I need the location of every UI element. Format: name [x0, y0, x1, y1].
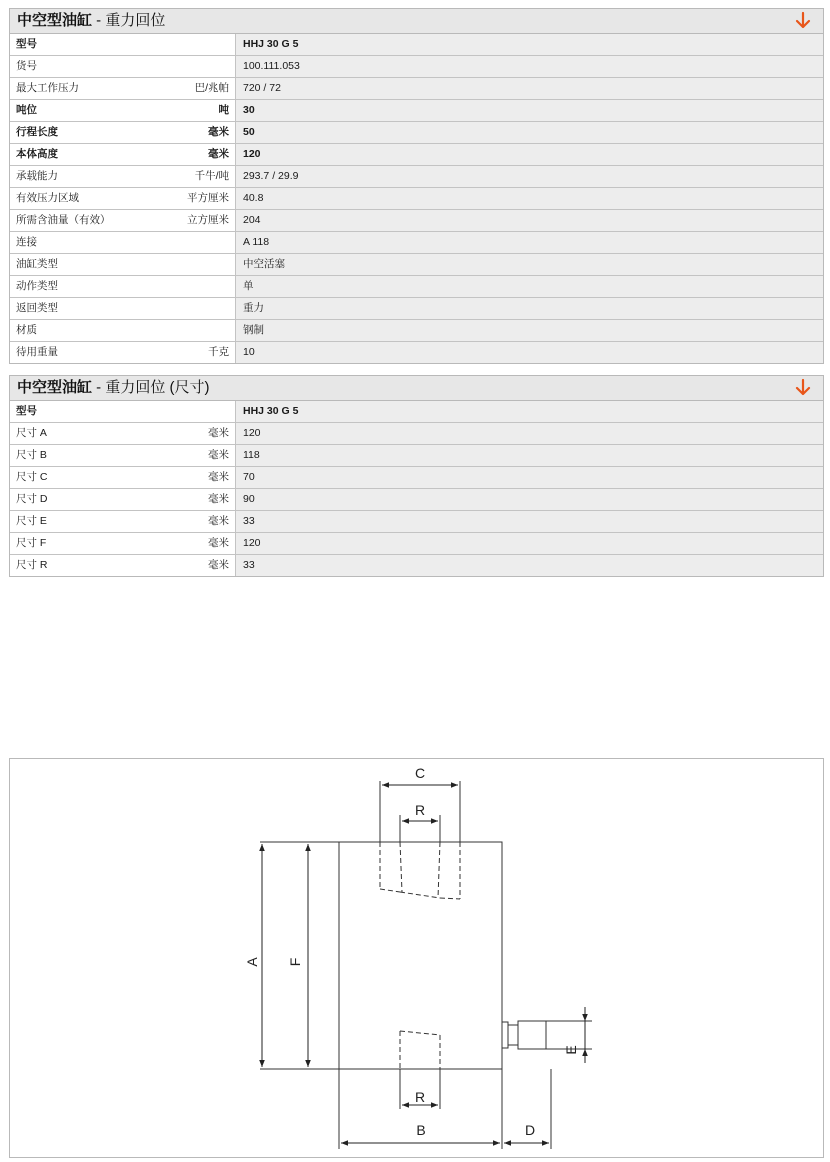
row-unit: 毫米 — [208, 537, 229, 549]
row-label: 动作类型 — [16, 280, 58, 292]
row-label-cell — [10, 298, 236, 319]
row-label: 连接 — [16, 236, 37, 248]
row-value: HHJ 30 G 5 — [236, 401, 823, 422]
row-value: 293.7 / 29.9 — [236, 166, 823, 187]
row-label-cell — [10, 34, 236, 55]
row-unit: 毫米 — [208, 148, 229, 160]
row-label-cell — [10, 445, 236, 466]
row-label: 型号 — [16, 38, 37, 50]
row-value: 33 — [236, 555, 823, 576]
table-row — [10, 188, 823, 210]
row-label-cell — [10, 401, 236, 422]
row-label: 本体高度 — [16, 148, 58, 160]
row-label: 承载能力 — [16, 170, 58, 182]
row-label: 尺寸 C — [16, 471, 48, 483]
table-body — [10, 34, 823, 363]
label-d: D — [524, 1122, 536, 1138]
row-unit: 吨 — [218, 104, 229, 116]
row-label: 吨位 — [16, 104, 37, 116]
row-unit: 千牛/吨 — [194, 170, 229, 182]
table-title — [17, 376, 210, 400]
row-unit: 立方厘米 — [187, 214, 229, 226]
row-value: 204 — [236, 210, 823, 231]
row-unit: 毫米 — [208, 559, 229, 571]
row-unit: 毫米 — [208, 493, 229, 505]
row-label-cell — [10, 489, 236, 510]
table-row — [10, 298, 823, 320]
row-value: 单 — [236, 276, 823, 297]
table-row — [10, 401, 823, 423]
label-c: C — [414, 765, 426, 781]
table-row — [10, 78, 823, 100]
row-value: 40.8 — [236, 188, 823, 209]
row-label-cell — [10, 276, 236, 297]
row-unit: 毫米 — [208, 126, 229, 138]
row-value: 100.111.053 — [236, 56, 823, 77]
spec-table-dimensions — [9, 375, 824, 577]
row-unit: 毫米 — [208, 427, 229, 439]
row-label: 所需含油量（有效） — [16, 214, 111, 226]
row-label: 有效压力区域 — [16, 192, 79, 204]
table-row — [10, 320, 823, 342]
row-value: 50 — [236, 122, 823, 143]
dimension-drawing — [9, 758, 824, 1158]
row-value: 118 — [236, 445, 823, 466]
table-row — [10, 122, 823, 144]
row-value: 720 / 72 — [236, 78, 823, 99]
row-value: 120 — [236, 423, 823, 444]
title-bold: 中空型油缸 — [17, 12, 93, 29]
row-unit: 平方厘米 — [187, 192, 229, 204]
row-label-cell — [10, 342, 236, 363]
row-value: HHJ 30 G 5 — [236, 34, 823, 55]
table-row — [10, 555, 823, 576]
label-f: F — [287, 957, 303, 967]
row-label: 返回类型 — [16, 302, 58, 314]
cylinder-drawing-svg — [10, 759, 823, 1157]
label-r-top: R — [414, 802, 426, 818]
row-label-cell — [10, 78, 236, 99]
row-label-cell — [10, 320, 236, 341]
row-value: 30 — [236, 100, 823, 121]
row-unit: 毫米 — [208, 471, 229, 483]
table-row — [10, 533, 823, 555]
bottom-bore-hidden — [400, 1031, 440, 1069]
row-label-cell — [10, 210, 236, 231]
label-e: E — [563, 1045, 579, 1055]
row-label-cell — [10, 555, 236, 576]
row-value: 钢制 — [236, 320, 823, 341]
table-title — [17, 9, 165, 33]
title-rest: - 重力回位 — [92, 12, 166, 29]
title-rest: - 重力回位 (尺寸) — [92, 379, 210, 396]
row-label-cell — [10, 467, 236, 488]
row-label: 尺寸 E — [16, 515, 47, 527]
row-label-cell — [10, 100, 236, 121]
row-unit: 巴/兆帕 — [194, 82, 229, 94]
row-value: A 118 — [236, 232, 823, 253]
table-row — [10, 100, 823, 122]
coupler-fitting — [502, 1021, 546, 1049]
spec-table-general — [9, 8, 824, 364]
row-label-cell — [10, 511, 236, 532]
row-unit: 千克 — [208, 346, 229, 358]
row-label-cell — [10, 533, 236, 554]
row-label: 油缸类型 — [16, 258, 58, 270]
down-arrow-icon[interactable] — [793, 11, 813, 31]
row-label-cell — [10, 166, 236, 187]
row-label-cell — [10, 232, 236, 253]
row-label: 尺寸 R — [16, 559, 48, 571]
label-a: A — [244, 957, 260, 967]
row-unit: 毫米 — [208, 449, 229, 461]
table-row — [10, 254, 823, 276]
down-arrow-icon[interactable] — [793, 378, 813, 398]
row-unit: 毫米 — [208, 515, 229, 527]
label-r-bottom: R — [414, 1089, 426, 1105]
row-label: 最大工作压力 — [16, 82, 79, 94]
table-row — [10, 423, 823, 445]
table-row — [10, 232, 823, 254]
table-body — [10, 401, 823, 576]
table-row — [10, 467, 823, 489]
row-value: 10 — [236, 342, 823, 363]
row-label: 行程长度 — [16, 126, 58, 138]
table-row — [10, 210, 823, 232]
row-value: 120 — [236, 533, 823, 554]
row-label: 尺寸 A — [16, 427, 47, 439]
table-row — [10, 489, 823, 511]
table-row — [10, 511, 823, 533]
row-label-cell — [10, 188, 236, 209]
row-label-cell — [10, 423, 236, 444]
row-label: 尺寸 B — [16, 449, 47, 461]
table-row — [10, 342, 823, 363]
table-row — [10, 144, 823, 166]
row-label-cell — [10, 56, 236, 77]
row-value: 90 — [236, 489, 823, 510]
row-value: 120 — [236, 144, 823, 165]
row-label: 尺寸 F — [16, 537, 47, 549]
row-label: 尺寸 D — [16, 493, 48, 505]
row-value: 33 — [236, 511, 823, 532]
row-label-cell — [10, 144, 236, 165]
top-bore-hidden — [380, 842, 460, 899]
row-value: 重力 — [236, 298, 823, 319]
table-header — [10, 9, 823, 34]
table-header — [10, 376, 823, 401]
table-row — [10, 276, 823, 298]
table-row — [10, 56, 823, 78]
table-row — [10, 166, 823, 188]
table-row — [10, 445, 823, 467]
title-bold: 中空型油缸 — [17, 379, 93, 396]
row-label: 型号 — [16, 405, 37, 417]
row-label: 待用重量 — [16, 346, 58, 358]
row-label-cell — [10, 254, 236, 275]
label-b: B — [416, 1122, 426, 1138]
row-label-cell — [10, 122, 236, 143]
row-label: 货号 — [16, 60, 37, 72]
table-row — [10, 34, 823, 56]
row-value: 中空活塞 — [236, 254, 823, 275]
cylinder-body — [339, 842, 502, 1069]
row-label: 材质 — [16, 324, 37, 336]
row-value: 70 — [236, 467, 823, 488]
